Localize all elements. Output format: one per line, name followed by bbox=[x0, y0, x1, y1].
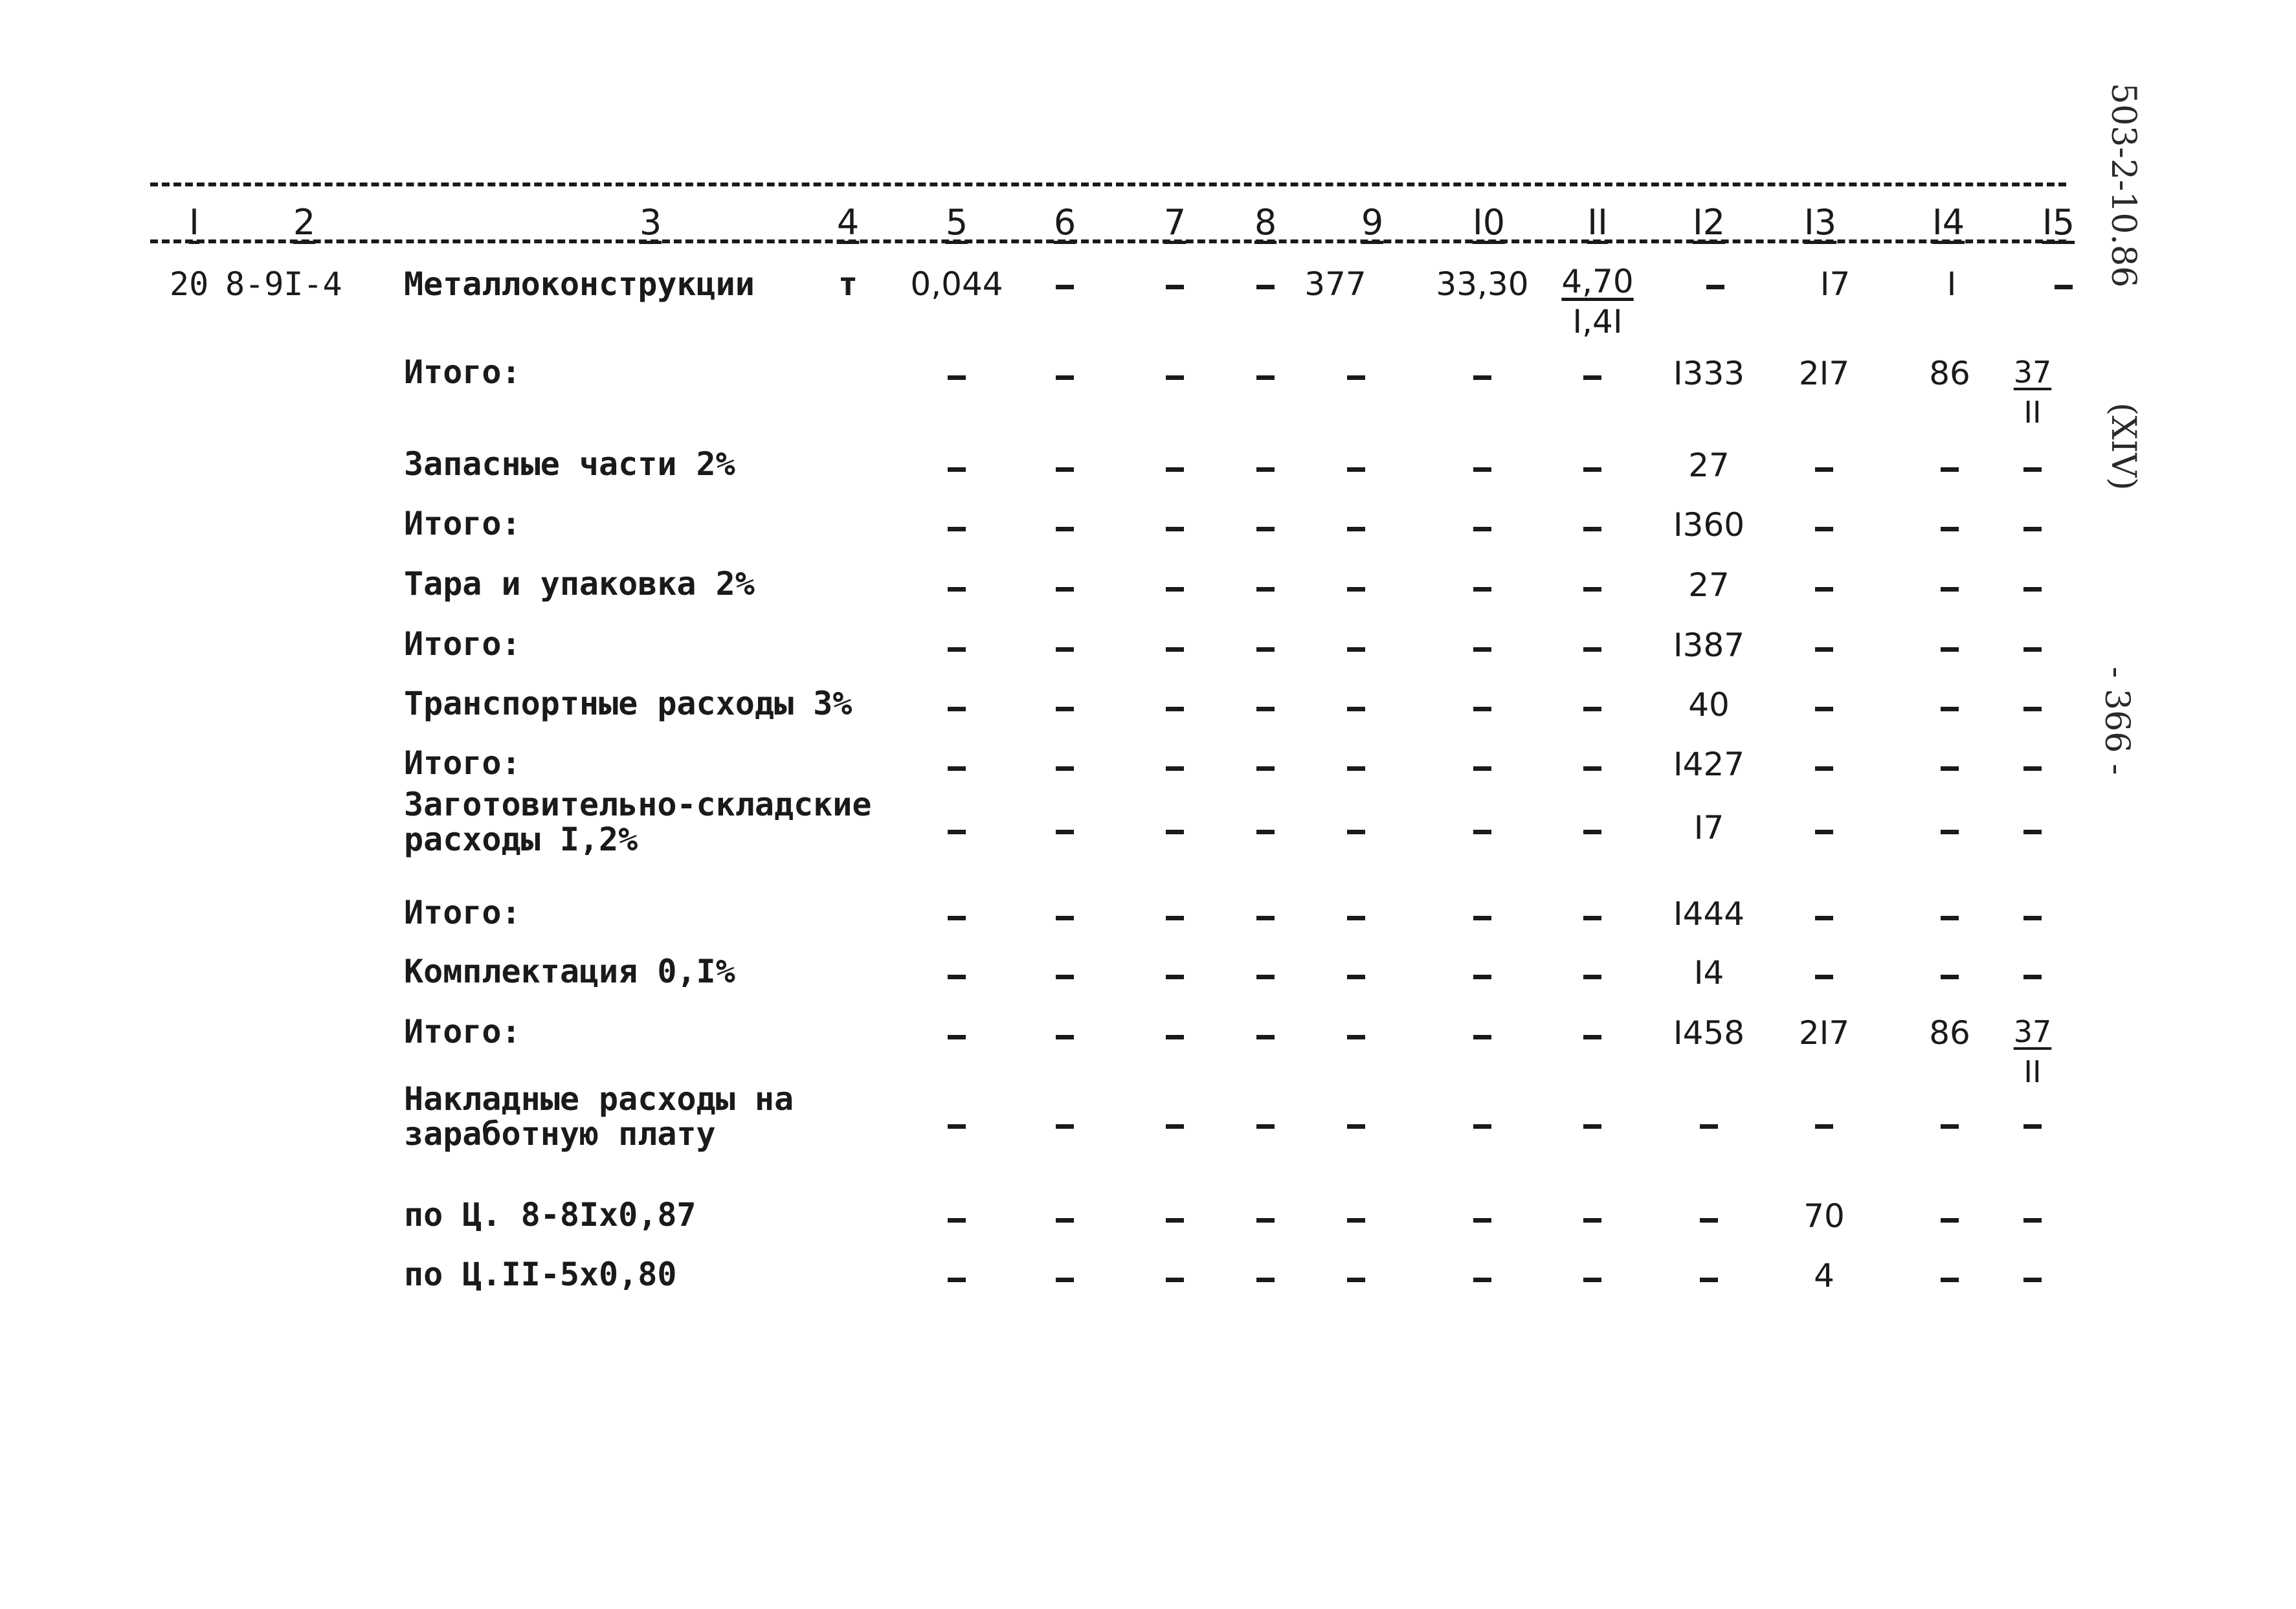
row-number: 20 bbox=[170, 265, 209, 303]
row-unit: т bbox=[838, 265, 858, 303]
dash-c11 bbox=[1583, 375, 1601, 380]
value-c12: I333 bbox=[1673, 355, 1745, 392]
column-header-6: 6 bbox=[1053, 202, 1076, 243]
dash-c6 bbox=[1056, 647, 1074, 652]
value-c12: I4 bbox=[1693, 954, 1724, 992]
dash-c7 bbox=[1166, 1124, 1184, 1129]
dash-c8 bbox=[1256, 1124, 1275, 1129]
row-label: Итого: bbox=[404, 744, 521, 782]
dash-c11 bbox=[1583, 975, 1601, 979]
value-c13: 4 bbox=[1814, 1257, 1834, 1294]
dash-c14 bbox=[1941, 916, 1959, 920]
dash-c13 bbox=[1815, 587, 1833, 592]
dash-c10 bbox=[1473, 375, 1491, 380]
dash-c13 bbox=[1815, 527, 1833, 531]
dash-c10 bbox=[1473, 587, 1491, 592]
value-c15-top: 37 bbox=[2013, 1014, 2052, 1049]
value-c13: 70 bbox=[1803, 1197, 1845, 1235]
row-c7 bbox=[1166, 285, 1184, 289]
dash-c15 bbox=[2023, 1278, 2042, 1282]
column-header-11: II bbox=[1587, 202, 1608, 243]
dash-c9 bbox=[1347, 647, 1365, 652]
dash-c13 bbox=[1815, 707, 1833, 711]
column-header-3: 3 bbox=[639, 202, 662, 243]
row-label: Итого: bbox=[404, 1013, 521, 1050]
row-label: Итого: bbox=[404, 353, 521, 391]
row-name: Металлоконструкции bbox=[404, 265, 755, 303]
value-c15-top: 37 bbox=[2013, 355, 2052, 390]
dash-c14 bbox=[1941, 1218, 1959, 1223]
value-c12: 40 bbox=[1688, 686, 1730, 724]
top-rule bbox=[150, 183, 2066, 186]
row-c11-bottom: I,4I bbox=[1572, 303, 1623, 340]
dash-c6 bbox=[1056, 916, 1074, 920]
dash-c5 bbox=[948, 975, 966, 979]
dash-c8 bbox=[1256, 1278, 1275, 1282]
column-header-15: I5 bbox=[2042, 202, 2075, 243]
dash-c5 bbox=[948, 916, 966, 920]
value-c12: 27 bbox=[1688, 447, 1730, 484]
dash-c13 bbox=[1815, 830, 1833, 834]
dash-c12 bbox=[1700, 1124, 1718, 1129]
dash-c15 bbox=[2023, 916, 2042, 920]
dash-c12 bbox=[1700, 1278, 1718, 1282]
dash-c7 bbox=[1166, 916, 1184, 920]
value-c12: I444 bbox=[1673, 895, 1745, 933]
dash-c9 bbox=[1347, 467, 1365, 472]
dash-c8 bbox=[1256, 830, 1275, 834]
row-label-line: расходы I,2% bbox=[404, 821, 638, 858]
dash-c15 bbox=[2023, 527, 2042, 531]
row-label: Тара и упаковка 2% bbox=[404, 565, 755, 603]
dash-c13 bbox=[1815, 916, 1833, 920]
dash-c9 bbox=[1347, 975, 1365, 979]
column-header-9: 9 bbox=[1361, 202, 1384, 243]
value-c13: 2I7 bbox=[1798, 355, 1850, 392]
dash-c13 bbox=[1815, 647, 1833, 652]
dash-c11 bbox=[1583, 830, 1601, 834]
dash-c9 bbox=[1347, 1278, 1365, 1282]
value-c15-bottom: II bbox=[2023, 1054, 2042, 1089]
dash-c6 bbox=[1056, 527, 1074, 531]
row-c10: 33,30 bbox=[1436, 265, 1529, 303]
value-c12: I360 bbox=[1673, 506, 1745, 544]
value-c12: I387 bbox=[1673, 627, 1745, 664]
dash-c6 bbox=[1056, 1218, 1074, 1223]
dash-c10 bbox=[1473, 766, 1491, 771]
dash-c13 bbox=[1815, 975, 1833, 979]
dash-c10 bbox=[1473, 830, 1491, 834]
dash-c6 bbox=[1056, 707, 1074, 711]
dash-c8 bbox=[1256, 916, 1275, 920]
dash-c14 bbox=[1941, 1278, 1959, 1282]
dash-c6 bbox=[1056, 1035, 1074, 1039]
dash-c11 bbox=[1583, 467, 1601, 472]
dash-c7 bbox=[1166, 830, 1184, 834]
dash-c15 bbox=[2023, 647, 2042, 652]
row-label: по Ц. 8-8Iх0,87 bbox=[404, 1196, 697, 1234]
row-label: Итого: bbox=[404, 894, 521, 931]
dash-c8 bbox=[1256, 587, 1275, 592]
dash-c5 bbox=[948, 1278, 966, 1282]
dash-c9 bbox=[1347, 1218, 1365, 1223]
column-header-1: I bbox=[189, 202, 199, 243]
column-header-10: I0 bbox=[1472, 202, 1506, 243]
dash-c5 bbox=[948, 1218, 966, 1223]
column-header-2: 2 bbox=[293, 202, 316, 243]
dash-c6 bbox=[1056, 1124, 1074, 1129]
dash-c7 bbox=[1166, 467, 1184, 472]
dash-c5 bbox=[948, 647, 966, 652]
dash-c12 bbox=[1700, 1218, 1718, 1223]
dash-c9 bbox=[1347, 1124, 1365, 1129]
value-c15-bottom: II bbox=[2023, 395, 2042, 430]
dash-c5 bbox=[948, 766, 966, 771]
dash-c10 bbox=[1473, 467, 1491, 472]
dash-c8 bbox=[1256, 527, 1275, 531]
dash-c8 bbox=[1256, 467, 1275, 472]
dash-c10 bbox=[1473, 527, 1491, 531]
dash-c5 bbox=[948, 527, 966, 531]
row-c12 bbox=[1706, 285, 1724, 289]
column-header-13: I3 bbox=[1803, 202, 1837, 243]
row-c14: I bbox=[1946, 265, 1957, 303]
dash-c6 bbox=[1056, 467, 1074, 472]
dash-c7 bbox=[1166, 647, 1184, 652]
dash-c11 bbox=[1583, 916, 1601, 920]
row-label bbox=[404, 787, 871, 857]
row-c11-fraction bbox=[1561, 261, 1633, 342]
dash-c10 bbox=[1473, 1124, 1491, 1129]
header-rule bbox=[150, 239, 2066, 243]
row-label: Транспортные расходы 3% bbox=[404, 685, 853, 722]
dash-c11 bbox=[1583, 1035, 1601, 1039]
dash-c11 bbox=[1583, 1124, 1601, 1129]
dash-c7 bbox=[1166, 1218, 1184, 1223]
dash-c9 bbox=[1347, 830, 1365, 834]
row-c8 bbox=[1256, 285, 1275, 289]
dash-c9 bbox=[1347, 1035, 1365, 1039]
dash-c5 bbox=[948, 707, 966, 711]
dash-c7 bbox=[1166, 587, 1184, 592]
column-header-14: I4 bbox=[1932, 202, 1965, 243]
row-c9: 377 bbox=[1304, 265, 1366, 303]
dash-c8 bbox=[1256, 647, 1275, 652]
dash-c11 bbox=[1583, 707, 1601, 711]
dash-c14 bbox=[1941, 766, 1959, 771]
dash-c14 bbox=[1941, 587, 1959, 592]
column-header-7: 7 bbox=[1163, 202, 1187, 243]
dash-c10 bbox=[1473, 1218, 1491, 1223]
row-label: Запасные части 2% bbox=[404, 445, 735, 483]
value-c12: I458 bbox=[1673, 1014, 1745, 1052]
dash-c15 bbox=[2023, 707, 2042, 711]
dash-c8 bbox=[1256, 375, 1275, 380]
row-c11-top: 4,70 bbox=[1561, 263, 1634, 300]
dash-c8 bbox=[1256, 1035, 1275, 1039]
dash-c11 bbox=[1583, 527, 1601, 531]
column-header-12: I2 bbox=[1692, 202, 1726, 243]
dash-c10 bbox=[1473, 975, 1491, 979]
dash-c6 bbox=[1056, 1278, 1074, 1282]
dash-c6 bbox=[1056, 375, 1074, 380]
value-c12: 27 bbox=[1688, 566, 1730, 604]
row-label: по Ц.II-5х0,80 bbox=[404, 1256, 677, 1293]
section-margin: (XIV) bbox=[2104, 403, 2143, 491]
dash-c6 bbox=[1056, 587, 1074, 592]
dash-c5 bbox=[948, 1124, 966, 1129]
value-c12: I427 bbox=[1673, 746, 1745, 783]
doc-code-margin: 503-2-10.86 bbox=[2104, 83, 2143, 288]
dash-c8 bbox=[1256, 707, 1275, 711]
dash-c15 bbox=[2023, 766, 2042, 771]
dash-c5 bbox=[948, 1035, 966, 1039]
dash-c7 bbox=[1166, 1035, 1184, 1039]
row-label: Итого: bbox=[404, 625, 521, 663]
dash-c14 bbox=[1941, 647, 1959, 652]
dash-c11 bbox=[1583, 1218, 1601, 1223]
dash-c15 bbox=[2023, 1124, 2042, 1129]
column-header-5: 5 bbox=[945, 202, 968, 243]
dash-c5 bbox=[948, 375, 966, 380]
value-c14: 86 bbox=[1929, 355, 1970, 392]
row-label-line: Накладные расходы на bbox=[404, 1080, 794, 1118]
dash-c13 bbox=[1815, 1124, 1833, 1129]
dash-c14 bbox=[1941, 1124, 1959, 1129]
dash-c6 bbox=[1056, 766, 1074, 771]
dash-c7 bbox=[1166, 707, 1184, 711]
dash-c6 bbox=[1056, 830, 1074, 834]
page-number-margin: - 366 - bbox=[2097, 667, 2136, 775]
dash-c13 bbox=[1815, 467, 1833, 472]
dash-c14 bbox=[1941, 975, 1959, 979]
dash-c14 bbox=[1941, 830, 1959, 834]
dash-c15 bbox=[2023, 587, 2042, 592]
dash-c8 bbox=[1256, 766, 1275, 771]
dash-c5 bbox=[948, 830, 966, 834]
dash-c9 bbox=[1347, 587, 1365, 592]
dash-c9 bbox=[1347, 527, 1365, 531]
value-c14: 86 bbox=[1929, 1014, 1970, 1052]
value-c15-fraction bbox=[2014, 1012, 2052, 1092]
dash-c11 bbox=[1583, 1278, 1601, 1282]
row-label-line: Заготовительно-складские bbox=[404, 786, 872, 823]
dash-c7 bbox=[1166, 527, 1184, 531]
dash-c9 bbox=[1347, 375, 1365, 380]
dash-c14 bbox=[1941, 707, 1959, 711]
dash-c10 bbox=[1473, 1035, 1491, 1039]
dash-c10 bbox=[1473, 1278, 1491, 1282]
dash-c15 bbox=[2023, 467, 2042, 472]
dash-c7 bbox=[1166, 375, 1184, 380]
dash-c15 bbox=[2023, 1218, 2042, 1223]
dash-c15 bbox=[2023, 975, 2042, 979]
dash-c11 bbox=[1583, 647, 1601, 652]
row-c6 bbox=[1056, 285, 1074, 289]
row-label-line: заработную плату bbox=[404, 1115, 716, 1153]
row-label bbox=[404, 1082, 794, 1151]
dash-c7 bbox=[1166, 766, 1184, 771]
row-c15 bbox=[2055, 285, 2073, 289]
dash-c5 bbox=[948, 587, 966, 592]
dash-c8 bbox=[1256, 1218, 1275, 1223]
dash-c9 bbox=[1347, 707, 1365, 711]
column-header-8: 8 bbox=[1254, 202, 1277, 243]
column-header-4: 4 bbox=[836, 202, 860, 243]
dash-c14 bbox=[1941, 467, 1959, 472]
value-c15-fraction bbox=[2014, 352, 2052, 432]
dash-c7 bbox=[1166, 1278, 1184, 1282]
row-label: Итого: bbox=[404, 505, 521, 542]
dash-c10 bbox=[1473, 916, 1491, 920]
row-code: 8-9I-4 bbox=[225, 265, 342, 303]
dash-c11 bbox=[1583, 587, 1601, 592]
dash-c10 bbox=[1473, 707, 1491, 711]
dash-c6 bbox=[1056, 975, 1074, 979]
dash-c5 bbox=[948, 467, 966, 472]
row-c13: I7 bbox=[1820, 265, 1851, 303]
dash-c13 bbox=[1815, 766, 1833, 771]
dash-c15 bbox=[2023, 830, 2042, 834]
dash-c9 bbox=[1347, 766, 1365, 771]
row-c5: 0,044 bbox=[910, 265, 1003, 303]
dash-c14 bbox=[1941, 527, 1959, 531]
row-label: Комплектация 0,I% bbox=[404, 953, 735, 990]
dash-c9 bbox=[1347, 916, 1365, 920]
value-c13: 2I7 bbox=[1798, 1014, 1850, 1052]
dash-c11 bbox=[1583, 766, 1601, 771]
value-c12: I7 bbox=[1693, 809, 1724, 847]
dash-c8 bbox=[1256, 975, 1275, 979]
dash-c10 bbox=[1473, 647, 1491, 652]
dash-c7 bbox=[1166, 975, 1184, 979]
